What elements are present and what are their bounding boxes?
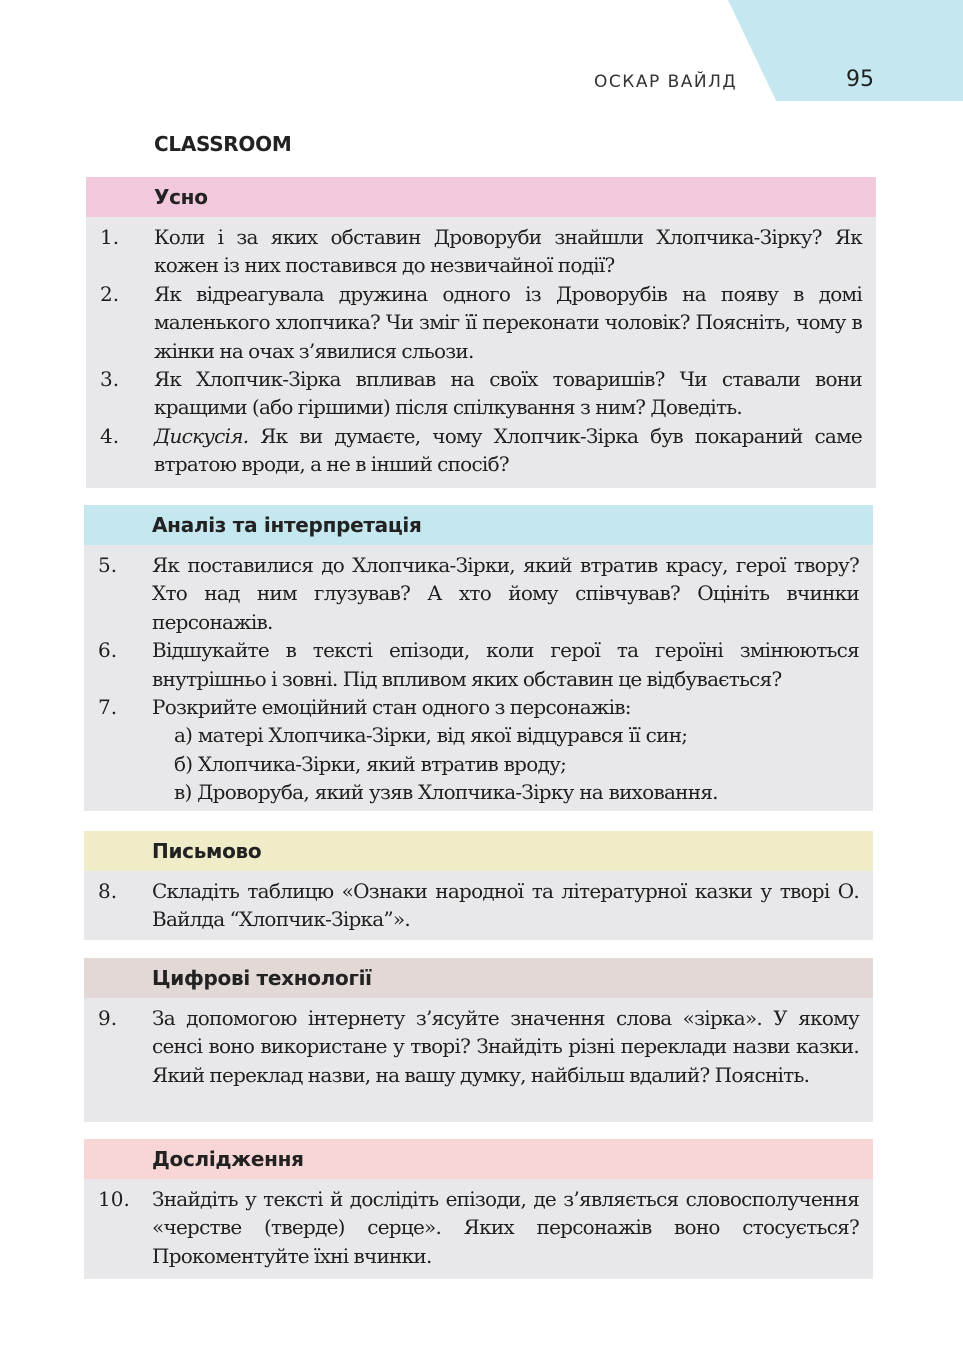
section-body	[84, 1179, 873, 1278]
question-text	[154, 422, 862, 479]
question-item	[84, 1185, 859, 1270]
question-number: 6.	[98, 638, 118, 663]
section-header: Письмово	[84, 831, 873, 871]
section-research	[84, 1139, 873, 1279]
question-item	[84, 551, 859, 636]
question-number: 4.	[100, 423, 120, 448]
section-header: Усно	[86, 177, 876, 217]
question-text: Як Хлопчик-Зірка впливав на своїх товаришів? Чи ставали вони кращими (або гіршими) після спілкування з ним? Доведіть.	[154, 367, 862, 420]
sub-item: а) матері Хлопчика-Зірки, від якої відцурався її син;	[174, 723, 688, 748]
section-body	[86, 217, 876, 487]
question-text: Відшукайте в тексті епізоди, коли герої та героїні змінюються внутрішньо і зовні. Під впливом яких обставин це відбувається?	[152, 638, 859, 691]
question-text: Знайдіть у тексті й дослідіть епізоди, де з’являється словосполучення «черстве (тверде) серце». Яких персонажів воно стосується? Прокоментуйте їхні вчинки.	[152, 1187, 859, 1268]
question-text: Складіть таблицю «Ознаки народної та літературної казки у творі О. Вайлда “Хлопчик-Зірка”».	[152, 879, 859, 932]
question-number: 8.	[98, 879, 118, 903]
section-header: Цифрові технології	[84, 958, 873, 998]
question-item	[84, 693, 859, 807]
question-number: 9.	[98, 1006, 118, 1030]
question-number: 1.	[100, 225, 120, 249]
section-header: Аналіз та інтерпретація	[84, 505, 873, 545]
question-item	[86, 223, 862, 280]
question-text: Розкрийте емоційний стан одного з персонажів:	[152, 695, 631, 720]
question-item	[86, 365, 862, 422]
question-number: 10.	[98, 1187, 130, 1211]
discussion-label: Дискусія.	[154, 423, 249, 448]
question-text: Як поставилися до Хлопчика-Зірки, який втратив красу, герої твору? Хто над ним глузував? А хто йому співчував? Оцініть вчинки персонажів.	[152, 553, 859, 634]
question-item	[84, 1004, 859, 1089]
section-written	[84, 831, 873, 940]
section-analysis	[84, 505, 873, 811]
question-text: Як відреагувала дружина одного із Дроворубів на появу в домі маленького хлопчика? Чи зміг її переконати чоловік? Поясніть, чому в жінки на очах з’явилися сльози.	[154, 281, 862, 363]
section-body	[84, 871, 873, 942]
section-header: Дослідження	[84, 1139, 873, 1179]
question-text-rest: Як ви думаєте, чому Хлопчик-Зірка був покараний саме втратою вроди, а не в інший спосіб?	[154, 423, 862, 477]
question-text: Коли і за яких обставин Дроворуби знайшли Хлопчика-Зірку? Як кожен із них поставився до незвичайної події?	[154, 225, 862, 278]
question-number: 7.	[98, 695, 118, 720]
classroom-heading: CLASSROOM	[154, 132, 292, 156]
question-item	[84, 877, 859, 934]
question-item	[86, 280, 862, 365]
sub-item: б) Хлопчика-Зірки, який втратив вроду;	[174, 751, 567, 776]
section-digital	[84, 958, 873, 1122]
sub-item: в) Дроворуба, який узяв Хлопчика-Зірку на виховання.	[174, 780, 718, 805]
question-text: За допомогою інтернету з’ясуйте значення слова «зірка». У якому сенсі воно використане у творі? Знайдіть різні переклади назви казки. Який переклад назви, на вашу думку, найбільш вдалий? Поясніть.	[152, 1006, 859, 1087]
section-body	[84, 998, 873, 1097]
section-body	[84, 545, 873, 815]
question-number: 2.	[100, 281, 120, 306]
page-number: 95	[846, 67, 874, 92]
question-number: 5.	[98, 553, 118, 577]
question-item	[84, 636, 859, 693]
question-number: 3.	[100, 367, 120, 392]
running-head: ОСКАР ВАЙЛД	[594, 72, 738, 92]
question-item	[86, 422, 862, 479]
section-oral	[86, 177, 876, 488]
